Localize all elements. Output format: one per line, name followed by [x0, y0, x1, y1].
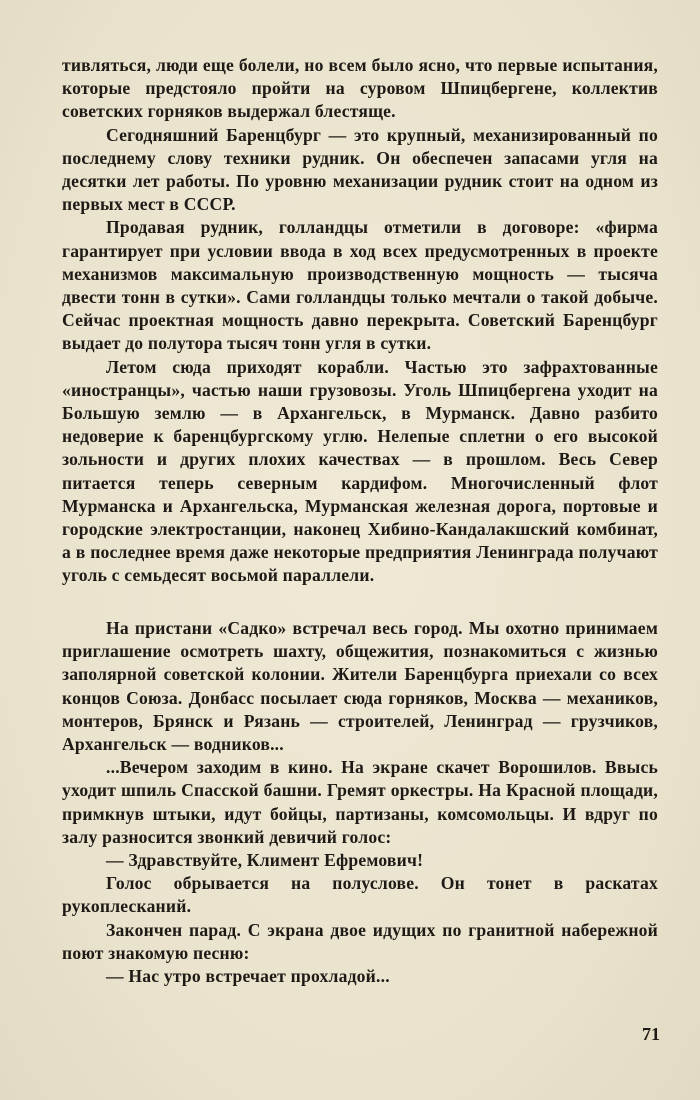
text-section-bottom: [62, 617, 658, 988]
paragraph: ...Вечером заходим в кино. На экране скачет Ворошилов. Ввысь уходит шпиль Спасской башни. Гремят оркестры. На Красной площади, примкнув штыки, идут бойцы, партизаны, комсомольцы. И вдруг по залу разносится звонкий девичий голос:: [62, 757, 658, 847]
paragraph: Голос обрывается на полуслове. Он тонет в раскатах рукоплесканий.: [62, 873, 658, 917]
page-number: 71: [642, 1024, 660, 1044]
paragraph: — Здравствуйте, Климент Ефремович!: [106, 850, 424, 871]
paragraph: Сегодняшний Баренцбург — это крупный, механизированный по последнему слову техники рудник. Он обеспечен запасами угля на десятки лет работы. По уровню механизации рудник стоит на одном из первых мест в СССР.: [62, 124, 658, 215]
paragraph: тивляться, люди еще болели, но всем было ясно, что первые испытания, которые предстояло пройти на суровом Шпицбергене, коллектив советских горняков выдержал блестяще.: [62, 55, 658, 122]
text-section-top: [62, 54, 658, 588]
paragraph: Продавая рудник, голландцы отметили в договоре: «фирма гарантирует при условии ввода в ход всех предусмотренных в проекте механизмов максимальную производственную мощность — тысяча двести тонн в сутки». Сами голландцы только мечтали о такой добыче. Сейчас проектная мощность давно перекрыта. Советский Баренцбург выдает до полутора тысяч тонн угля в сутки.: [62, 217, 658, 354]
paragraph: — Нас утро встречает прохладой...: [106, 966, 390, 987]
paragraph: Закончен парад. С экрана двое идущих по гранитной набережной поют знакомую песню:: [62, 919, 658, 963]
paragraph: На пристани «Садко» встречал весь город. Мы охотно принимаем приглашение осмотреть шахту, общежития, познакомиться с жизнью заполярной советской колонии. Жители Баренцбурга приехали со всех концов Союза. Донбасс посылает сюда горняков, Москва — механиков, монтеров, Брянск и Рязань — строителей, Ленинград — грузчиков, Архангельск — водников...: [62, 618, 658, 755]
paragraph: Летом сюда приходят корабли. Частью это зафрахтованные «иностранцы», частью наши грузовозы. Уголь Шпицбергена уходит на Большую землю — в Архангельск, в Мурманск. Давно разбито недоверие к баренцбургскому углю. Нелепые сплетни о его высокой зольности и других плохих качествах — в прошлом. Весь Север питается теперь северным кардифом. Многочисленный флот Мурманска и Архангельска, Мурманская железная дорога, портовые и городские электростанции, наконец Хибино-Кандалакшский комбинат, а в последнее время даже некоторые предприятия Ленинграда получают уголь с семьдесят восьмой параллели.: [62, 356, 658, 586]
